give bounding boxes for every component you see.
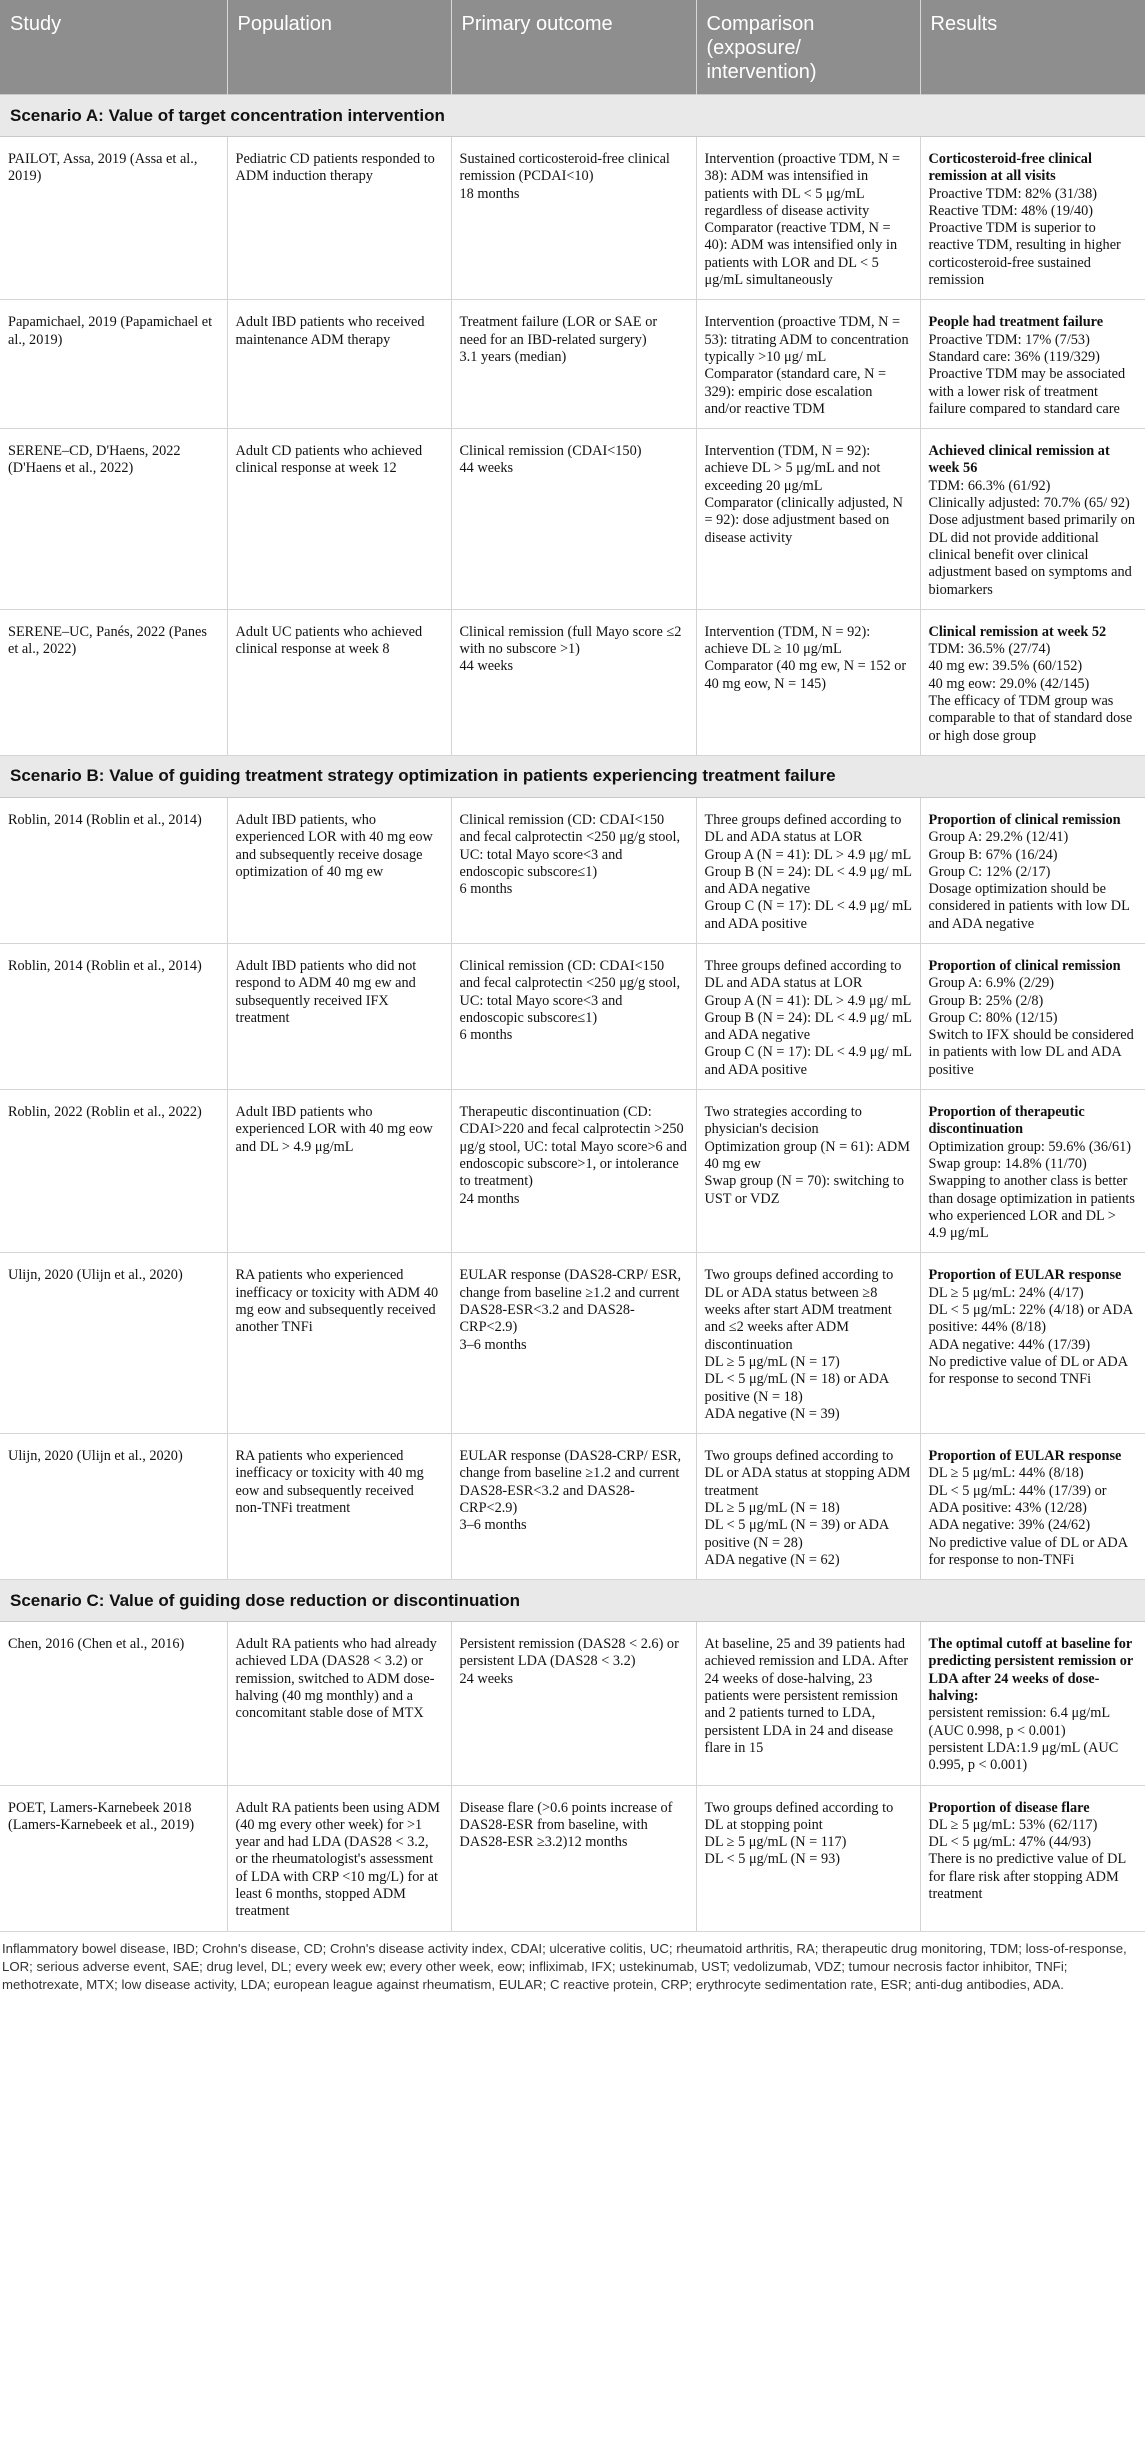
cell-population: Adult CD patients who achieved clinical response at week 12: [227, 429, 451, 610]
cell-line: DL < 5 μg/mL: 44% (17/39) or ADA positive: 43% (12/28): [928, 1482, 1107, 1516]
table-body: [0, 95, 1145, 1932]
cell-primary-outcome: [451, 1622, 696, 1785]
cell-line: Group C: 12% (2/17): [928, 863, 1051, 880]
cell-study: SERENE–UC, Panés, 2022 (Panes et al., 2022): [0, 609, 227, 755]
cell-line: Group C: 80% (12/15): [928, 1009, 1058, 1026]
cell-population: Adult RA patients been using ADM (40 mg every other week) for >1 year and had LDA (DAS28 < 3.2, or the rheumatologist's assessment of LDA with CRP <10 mg/L) for at least 6 months, stopped ADM treatment: [227, 1785, 451, 1931]
cell-line: Persistent remission (DAS28 < 2.6) or persistent LDA (DAS28 < 3.2): [459, 1636, 679, 1670]
cell-primary-outcome: [451, 300, 696, 429]
cell-line: Proactive TDM may be associated with a lower risk of treatment failure compared to standard care: [928, 366, 1126, 417]
cell-primary-outcome: [451, 943, 696, 1089]
cell-line: Standard care: 36% (119/329): [928, 348, 1100, 365]
results-title: Proportion of EULAR response: [928, 1267, 1122, 1284]
cell-line: DL ≥ 5 μg/mL: 44% (8/18): [928, 1465, 1084, 1482]
cell-results: [920, 797, 1145, 943]
cell-line: Treatment failure (LOR or SAE or need for an IBD-related surgery): [459, 314, 658, 348]
cell-line: DL < 5 μg/mL (N = 39) or ADA positive (N = 28): [704, 1517, 889, 1551]
cell-line: Clinical remission (CD: CDAI<150 and fecal calprotectin <250 μg/g stool, UC: total Mayo score<3 and endoscopic subscore≤1): [459, 957, 681, 1026]
cell-results: [920, 1622, 1145, 1785]
cell-line: Group A: 6.9% (2/29): [928, 975, 1054, 992]
cell-line: Group C (N = 17): DL < 4.9 μg/ mL and ADA positive: [704, 898, 912, 932]
cell-line: DL < 5 μg/mL: 47% (44/93): [928, 1834, 1092, 1851]
results-title: Proportion of clinical remission: [928, 811, 1121, 828]
cell-line: 44 weeks: [459, 460, 514, 477]
cell-results: [920, 609, 1145, 755]
cell-line: Optimization group: 59.6% (36/61): [928, 1138, 1132, 1155]
cell-line: DL < 5 μg/mL (N = 18) or ADA positive (N = 18): [704, 1371, 889, 1405]
cell-line: Proactive TDM: 82% (31/38): [928, 185, 1097, 202]
cell-line: DL ≥ 5 μg/mL (N = 117): [704, 1834, 847, 1851]
cell-line: Two groups defined according to DL or ADA status at stopping ADM treatment: [704, 1448, 911, 1499]
cell-comparison: [696, 1622, 920, 1785]
cell-comparison: [696, 1785, 920, 1931]
cell-line: Reactive TDM: 48% (19/40): [928, 202, 1094, 219]
results-title: Achieved clinical remission at week 56: [928, 443, 1110, 477]
cell-primary-outcome: [451, 1434, 696, 1580]
cell-population: Adult IBD patients, who experienced LOR with 40 mg eow and subsequently receive dosage optimization of 40 mg ew: [227, 797, 451, 943]
cell-line: Comparator (clinically adjusted, N = 92): dose adjustment based on disease activity: [704, 495, 904, 546]
cell-line: TDM: 36.5% (27/74): [928, 641, 1051, 658]
results-title: Proportion of clinical remission: [928, 957, 1121, 974]
cell-line: Two groups defined according to DL at stopping point: [704, 1799, 894, 1833]
cell-line: DL < 5 μg/mL: 22% (4/18) or ADA positive: 44% (8/18): [928, 1302, 1133, 1336]
cell-line: Dose adjustment based primarily on DL did not provide additional clinical benefit over clinical adjustment based on symptoms and biomarkers: [928, 512, 1135, 598]
cell-line: No predictive value of DL or ADA for response to second TNFi: [928, 1353, 1128, 1388]
cell-results: [920, 943, 1145, 1089]
cell-line: Three groups defined according to DL and ADA status at LOR: [704, 957, 902, 992]
cell-line: 3–6 months: [459, 1517, 527, 1534]
cell-line: DL ≥ 5 μg/mL: 24% (4/17): [928, 1284, 1084, 1301]
cell-comparison: [696, 300, 920, 429]
cell-line: Sustained corticosteroid-free clinical remission (PCDAI<10): [459, 151, 670, 185]
cell-line: Comparator (standard care, N = 329): empiric dose escalation and/or reactive TDM: [704, 366, 887, 417]
header-population: Population: [227, 0, 451, 95]
cell-line: Therapeutic discontinuation (CD: CDAI>220 and fecal calprotectin >250 μg/g stool, UC: total Mayo score>6 and endoscopic subscore>1, or intolerance to treatment): [459, 1104, 687, 1190]
cell-study: POET, Lamers-Karnebeek 2018 (Lamers-Karnebeek et al., 2019): [0, 1785, 227, 1931]
cell-primary-outcome: [451, 797, 696, 943]
cell-line: 40 mg ew: 39.5% (60/152): [928, 658, 1083, 675]
cell-population: RA patients who experienced inefficacy or toxicity with ADM 40 mg eow and subsequently received another TNFi: [227, 1253, 451, 1434]
cell-study: Ulijn, 2020 (Ulijn et al., 2020): [0, 1434, 227, 1580]
table-row: [0, 429, 1145, 610]
results-title: People had treatment failure: [928, 314, 1104, 331]
cell-line: TDM: 66.3% (61/92): [928, 477, 1051, 494]
cell-results: [920, 137, 1145, 300]
cell-comparison: [696, 797, 920, 943]
cell-study: PAILOT, Assa, 2019 (Assa et al., 2019): [0, 137, 227, 300]
cell-line: Proactive TDM is superior to reactive TDM, resulting in higher corticosteroid-free sustained remission: [928, 220, 1121, 289]
cell-line: Group B: 67% (16/24): [928, 846, 1058, 863]
results-title: Proportion of EULAR response: [928, 1448, 1122, 1465]
cell-line: Clinically adjusted: 70.7% (65/ 92): [928, 495, 1130, 512]
cell-line: Clinical remission (CDAI<150): [459, 443, 642, 460]
cell-line: 40 mg eow: 29.0% (42/145): [928, 675, 1090, 692]
cell-line: At baseline, 25 and 39 patients had achieved remission and LDA. After 24 weeks of dose-halving, 23 patients were persistent remission and 2 patients turned to LDA, persistent LDA in 24 and disease flare in 15: [704, 1636, 909, 1756]
header-comparison: Comparison (exposure/ intervention): [696, 0, 920, 95]
cell-line: Intervention (TDM, N = 92): achieve DL > 5 μg/mL and not exceeding 20 μg/mL: [704, 443, 881, 494]
section-row: [0, 95, 1145, 137]
cell-line: Intervention (TDM, N = 92): achieve DL ≥ 10 μg/mL: [704, 623, 871, 658]
cell-comparison: [696, 1090, 920, 1253]
results-title: Proportion of disease flare: [928, 1799, 1090, 1816]
cell-line: DL ≥ 5 μg/mL (N = 18): [704, 1500, 840, 1516]
cell-population: RA patients who experienced inefficacy or toxicity with 40 mg eow and subsequently received non-TNFi treatment: [227, 1434, 451, 1580]
table-row: [0, 300, 1145, 429]
cell-line: Dosage optimization should be considered in patients with low DL and ADA negative: [928, 881, 1130, 932]
cell-primary-outcome: [451, 137, 696, 300]
cell-line: Group A (N = 41): DL > 4.9 μg/ mL: [704, 846, 912, 863]
section-title: Scenario C: Value of guiding dose reduction or discontinuation: [0, 1580, 1145, 1622]
cell-results: [920, 1434, 1145, 1580]
cell-population: Adult IBD patients who did not respond to ADM 40 mg ew and subsequently received IFX treatment: [227, 943, 451, 1089]
cell-line: 3–6 months: [459, 1336, 527, 1353]
cell-line: Optimization group (N = 61): ADM 40 mg ew: [704, 1138, 910, 1172]
cell-line: Clinical remission (CD: CDAI<150 and fecal calprotectin <250 μg/g stool, UC: total Mayo score<3 and endoscopic subscore≤1): [459, 811, 681, 880]
cell-line: Group B (N = 24): DL < 4.9 μg/ mL and ADA negative: [704, 1009, 912, 1044]
cell-comparison: [696, 609, 920, 755]
table-row: [0, 609, 1145, 755]
cell-line: EULAR response (DAS28-CRP/ ESR, change from baseline ≥1.2 and current DAS28-ESR<3.2 and DAS28-CRP<2.9): [459, 1448, 682, 1516]
cell-line: ADA negative: 44% (17/39): [928, 1336, 1091, 1353]
cell-line: Proactive TDM: 17% (7/53): [928, 331, 1090, 348]
cell-line: Swapping to another class is better than dosage optimization in patients who experienced LOR and DL > 4.9 μg/mL: [928, 1173, 1135, 1242]
section-row: [0, 1580, 1145, 1622]
cell-line: ADA negative: 39% (24/62): [928, 1517, 1091, 1534]
cell-study: Chen, 2016 (Chen et al., 2016): [0, 1622, 227, 1785]
cell-line: Intervention (proactive TDM, N = 53): titrating ADM to concentration typically >10 μg/ mL: [704, 314, 909, 365]
cell-line: Comparator (40 mg ew, N = 152 or 40 mg eow, N = 145): [704, 658, 907, 692]
cell-comparison: [696, 429, 920, 610]
cell-population: Adult IBD patients who experienced LOR with 40 mg eow and DL > 4.9 μg/mL: [227, 1090, 451, 1253]
cell-comparison: [696, 1434, 920, 1580]
cell-line: Disease flare (>0.6 points increase of DAS28-ESR from baseline, with DAS28-ESR ≥3.2)12 months: [459, 1799, 673, 1851]
table-row: [0, 943, 1145, 1089]
cell-primary-outcome: [451, 1253, 696, 1434]
table-row: [0, 1434, 1145, 1580]
cell-primary-outcome: [451, 1785, 696, 1931]
cell-population: Adult IBD patients who received maintenance ADM therapy: [227, 300, 451, 429]
table-row: [0, 797, 1145, 943]
cell-line: DL ≥ 5 μg/mL (N = 17): [704, 1353, 840, 1370]
cell-results: [920, 1253, 1145, 1434]
cell-population: Adult UC patients who achieved clinical response at week 8: [227, 609, 451, 755]
cell-line: The efficacy of TDM group was comparable to that of standard dose or high dose group: [928, 693, 1133, 744]
header-primary-outcome: Primary outcome: [451, 0, 696, 95]
cell-line: Two strategies according to physician's decision: [704, 1104, 862, 1138]
section-title: Scenario B: Value of guiding treatment strategy optimization in patients experiencing treatment failure: [0, 755, 1145, 797]
cell-line: Clinical remission (full Mayo score ≤2 with no subscore >1): [459, 623, 682, 658]
table-row: [0, 1622, 1145, 1785]
table-row: [0, 137, 1145, 300]
cell-line: 18 months: [459, 185, 520, 202]
cell-line: EULAR response (DAS28-CRP/ ESR, change from baseline ≥1.2 and current DAS28-ESR<3.2 and DAS28-CRP<2.9): [459, 1267, 682, 1336]
cell-line: DL ≥ 5 μg/mL: 53% (62/117): [928, 1816, 1098, 1833]
cell-population: Adult RA patients who had already achieved LDA (DAS28 < 3.2) or remission, switched to ADM dose-halving (40 mg monthly) and a concomitant stable dose of MTX: [227, 1622, 451, 1785]
cell-line: Group C (N = 17): DL < 4.9 μg/ mL and ADA positive: [704, 1044, 912, 1078]
cell-results: [920, 1785, 1145, 1931]
cell-line: Swap group (N = 70): switching to UST or VDZ: [704, 1173, 904, 1207]
cell-line: DL < 5 μg/mL (N = 93): [704, 1851, 840, 1868]
cell-line: Comparator (reactive TDM, N = 40): ADM was intensified only in patients with LOR and DL < 5 μg/mL simultaneously: [704, 220, 898, 289]
cell-line: 24 months: [459, 1190, 520, 1207]
cell-line: 44 weeks: [459, 658, 514, 675]
cell-results: [920, 429, 1145, 610]
cell-study: Roblin, 2014 (Roblin et al., 2014): [0, 797, 227, 943]
cell-line: Two groups defined according to DL or ADA status between ≥8 weeks after start ADM treatment and ≤2 weeks after ADM discontinuation: [704, 1267, 894, 1353]
cell-line: Three groups defined according to DL and ADA status at LOR: [704, 811, 902, 846]
cell-study: SERENE–CD, D'Haens, 2022 (D'Haens et al., 2022): [0, 429, 227, 610]
cell-line: Swap group: 14.8% (11/70): [928, 1155, 1087, 1172]
results-title: Corticosteroid-free clinical remission at all visits: [928, 151, 1092, 185]
cell-primary-outcome: [451, 429, 696, 610]
cell-line: Intervention (proactive TDM, N = 38): ADM was intensified in patients with DL < 5 μg/mL regardless of disease activity: [704, 151, 901, 219]
header-study: Study: [0, 0, 227, 95]
cell-line: Group A: 29.2% (12/41): [928, 829, 1069, 846]
cell-line: persistent remission: 6.4 μg/mL (AUC 0.998, p < 0.001): [928, 1705, 1110, 1739]
cell-study: Papamichael, 2019 (Papamichael et al., 2019): [0, 300, 227, 429]
table-row: [0, 1090, 1145, 1253]
cell-results: [920, 300, 1145, 429]
table-header: [0, 0, 1145, 95]
section-title: Scenario A: Value of target concentration intervention: [0, 95, 1145, 137]
cell-population: Pediatric CD patients responded to ADM induction therapy: [227, 137, 451, 300]
cell-primary-outcome: [451, 1090, 696, 1253]
cell-results: [920, 1090, 1145, 1253]
cell-comparison: [696, 137, 920, 300]
cell-comparison: [696, 1253, 920, 1434]
cell-line: Group B (N = 24): DL < 4.9 μg/ mL and ADA negative: [704, 863, 912, 898]
cell-study: Ulijn, 2020 (Ulijn et al., 2020): [0, 1253, 227, 1434]
cell-line: 6 months: [459, 1027, 513, 1044]
cell-line: Switch to IFX should be considered in patients with low DL and ADA positive: [928, 1027, 1134, 1078]
cell-study: Roblin, 2014 (Roblin et al., 2014): [0, 943, 227, 1089]
cell-line: No predictive value of DL or ADA for response to non-TNFi: [928, 1534, 1128, 1568]
cell-line: Group A (N = 41): DL > 4.9 μg/ mL: [704, 992, 912, 1009]
cell-line: 3.1 years (median): [459, 348, 567, 365]
table-row: [0, 1253, 1145, 1434]
results-title: Clinical remission at week 52: [928, 623, 1107, 640]
cell-line: 24 weeks: [459, 1670, 514, 1687]
results-title: Proportion of therapeutic discontinuation: [928, 1104, 1085, 1138]
cell-primary-outcome: [451, 609, 696, 755]
cell-line: There is no predictive value of DL for flare risk after stopping ADM treatment: [928, 1851, 1126, 1903]
cell-line: ADA negative (N = 62): [704, 1551, 840, 1568]
cell-line: persistent LDA:1.9 μg/mL (AUC 0.995, p < 0.001): [928, 1739, 1119, 1774]
cell-study: Roblin, 2022 (Roblin et al., 2022): [0, 1090, 227, 1253]
cell-line: ADA negative (N = 39): [704, 1405, 840, 1422]
section-row: [0, 755, 1145, 797]
table-row: [0, 1785, 1145, 1931]
header-results: Results: [920, 0, 1145, 95]
cell-line: Group B: 25% (2/8): [928, 992, 1044, 1009]
cell-line: 6 months: [459, 881, 513, 898]
cell-comparison: [696, 943, 920, 1089]
results-title: The optimal cutoff at baseline for predicting persistent remission or LDA after 24 weeks of dose-halving:: [928, 1636, 1134, 1705]
abbreviations-footnote: Inflammatory bowel disease, IBD; Crohn's disease, CD; Crohn's disease activity index, CDAI; ulcerative colitis, UC; rheumatoid arthritis, RA; therapeutic drug monitoring, TDM; loss-of-response, LOR; serious adverse event, SAE; drug level, DL; every week ew; every other week, eow; infliximab, IFX; ustekinumab, UST; vedolizumab, VDZ; tumour necrosis factor inhibitor, TNFi; methotrexate, MTX; low disease activity, LDA; european league against rheumatism, EULAR; C reactive protein, CRP; erythrocyte sedimentation rate, ESR; anti-dug antibodies, ADA.: [2, 1940, 1127, 1992]
